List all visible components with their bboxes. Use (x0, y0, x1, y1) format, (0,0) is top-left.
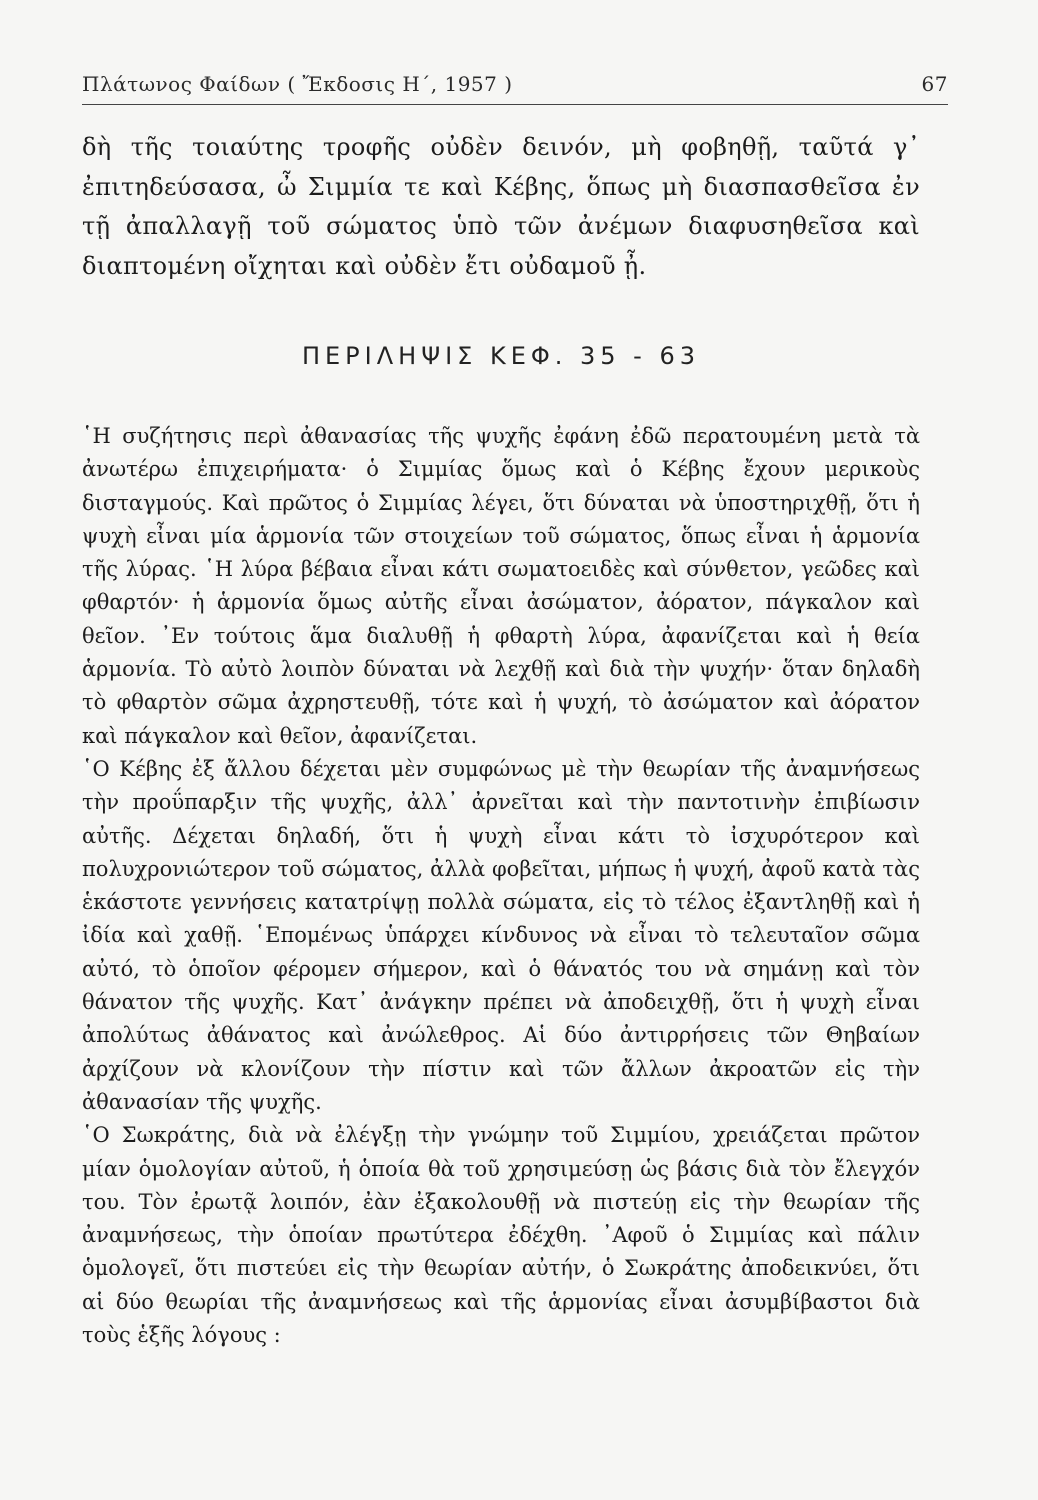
summary-paragraph-2: ῾Ο Κέβης ἐξ ἄλλου δέχεται μὲν συμφώνως μὲ τὴν θεωρίαν τῆς ἀναμνήσεως τὴν προΰπαρξιν τῆς ψυχῆς, ἀλλ᾽ ἀρνεῖται καὶ τὴν παντοτινὴν ἐπιβίωσιν αὐτῆς. Δέχεται δηλαδή, ὅτι ἡ ψυχὴ εἶναι κάτι τὸ ἰσχυρότερον καὶ πολυχρονιώτερον τοῦ σώματος, ἀλλὰ φοβεῖται, μήπως ἡ ψυχή, ἀφοῦ κατὰ τὰς ἑκάστοτε γεννήσεις κατατρίψῃ πολλὰ σώματα, εἰς τὸ τέλος ἐξαντληθῇ καὶ ἡ ἰδία καὶ χαθῇ. ῾Επομένως ὑπάρχει κίνδυνος νὰ εἶναι τὸ τελευταῖον σῶμα αὐτό, τὸ ὁποῖον φέρομεν σήμερον, καὶ ὁ θάνατός του νὰ σημάνῃ καὶ τὸν θάνατον τῆς ψυχῆς. Κατ᾽ ἀνάγκην πρέπει νὰ ἀποδειχθῇ, ὅτι ἡ ψυχὴ εἶναι ἀπολύτως ἀθάνατος καὶ ἀνώλεθρος. Αἱ δύο ἀντιρρήσεις τῶν Θηβαίων ἀρχίζουν νὰ κλονίζουν τὴν πίστιν καὶ τῶν ἄλλων ἀκροατῶν εἰς τὴν ἀθανασίαν τῆς ψυχῆς. (82, 756, 920, 1114)
intro-paragraph: δὴ τῆς τοιαύτης τροφῆς οὐδὲν δεινόν, μὴ φοβηθῇ, ταῦτά γ᾽ ἐπιτηδεύσασα, ὦ Σιμμία τε καὶ Κέβης, ὅπως μὴ διασπασθεῖσα ἐν τῇ ἀπαλλαγῇ τοῦ σώματος ὑπὸ τῶν ἀνέμων διαφυσηθεῖσα καὶ διαπτομένη οἴχηται καὶ οὐδὲν ἔτι οὐδαμοῦ ᾖ. (82, 133, 920, 280)
page-number: 67 (921, 72, 948, 96)
header-rule (82, 104, 948, 105)
summary-paragraph-3: ῾Ο Σωκράτης, διὰ νὰ ἐλέγξῃ τὴν γνώμην τοῦ Σιμμίου, χρειάζεται πρῶτον μίαν ὁμολογίαν αὐτοῦ, ἡ ὁποία θὰ τοῦ χρησιμεύσῃ ὡς βάσις διὰ τὸν ἔλεγχόν του. Τὸν ἐρωτᾷ λοιπόν, ἐὰν ἐξακολουθῇ νὰ πιστεύῃ εἰς τὴν θεωρίαν τῆς ἀναμνήσεως, τὴν ὁποίαν πρωτύτερα ἐδέχθη. ᾿Αφοῦ ὁ Σιμμίας καὶ πάλιν ὁμολογεῖ, ὅτι πιστεύει εἰς τὴν θεωρίαν αὐτήν, ὁ Σωκράτης ἀποδεικνύει, ὅτι αἱ δύο θεωρίαι τῆς ἀναμνήσεως καὶ τῆς ἁρμονίας εἶναι ἀσυμβίβαστοι διὰ τοὺς ἑξῆς λόγους : (82, 1123, 920, 1348)
running-header (82, 72, 948, 106)
running-title: Πλάτωνος Φαίδων ( Ἔκδοσις Η΄, 1957 ) (82, 72, 513, 96)
summary-paragraph-1: ῾Η συζήτησις περὶ ἀθανασίας τῆς ψυχῆς ἐφάνη ἐδῶ περατουμένη μετὰ τὰ ἀνωτέρω ἐπιχειρήματα· ὁ Σιμμίας ὅμως καὶ ὁ Κέβης ἔχουν μερικοὺς δισταγμούς. Καὶ πρῶτος ὁ Σιμμίας λέγει, ὅτι δύναται νὰ ὑποστηριχθῇ, ὅτι ἡ ψυχὴ εἶναι μία ἁρμονία τῶν στοιχείων τοῦ σώματος, ὅπως εἶναι ἡ ἁρμονία τῆς λύρας. ῾Η λύρα βέβαια εἶναι κάτι σωματοειδὲς καὶ σύνθετον, γεῶδες καὶ φθαρτόν· ἡ ἁρμονία ὅμως αὐτῆς εἶναι ἀσώματον, ἀόρατον, πάγκαλον καὶ θεῖον. ᾿Εν τούτοις ἅμα διαλυθῇ ἡ φθαρτὴ λύρα, ἀφανίζεται καὶ ἡ θεία ἁρμονία. Τὸ αὐτὸ λοιπὸν δύναται νὰ λεχθῇ καὶ διὰ τὴν ψυχήν· ὅταν δηλαδὴ τὸ φθαρτὸν σῶμα ἀχρηστευθῇ, τότε καὶ ἡ ψυχή, τὸ ἀσώματον καὶ ἀόρατον καὶ πάγκαλον καὶ θεῖον, ἀφανίζεται. (82, 424, 920, 748)
intro-block (82, 128, 920, 286)
section-heading: ΠΕΡΙΛΗΨΙΣ ΚΕΦ. 35 - 63 (301, 342, 701, 370)
summary-block (82, 420, 920, 1352)
